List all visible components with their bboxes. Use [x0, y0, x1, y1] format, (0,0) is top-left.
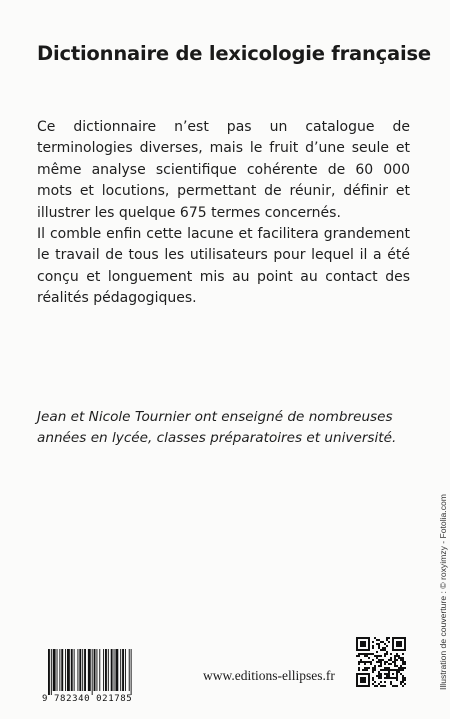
authors-note: Jean et Nicole Tournier ont enseigné de nombreuses années en lycée, classes préparatoires et université.	[37, 409, 397, 447]
book-title: Dictionnaire de lexicologie française	[37, 42, 431, 65]
description-paragraph-2: Il comble enfin cette lacune et facilitera grandement le travail de tous les utilisateurs pour lequel il a été conçu et longuement mis au point au contact des réalités pédagogiques.	[37, 226, 410, 307]
publisher-website[interactable]: www.editions-ellipses.fr	[203, 668, 335, 683]
qr-code-icon[interactable]	[356, 637, 406, 687]
cover-credit: Illustration de couverture : © roxyimzy - Fotolia.com	[438, 494, 448, 690]
isbn-digits: 9 782340 021785	[42, 694, 133, 704]
description-paragraph-1: Ce dictionnaire n’est pas un catalogue de terminologies diverses, mais le fruit d’une seule et même analyse scientifique cohérente de 60 000 mots et locutions, permettant de réunir, définir et illustrer les quelque 675 termes concernés.	[37, 119, 410, 221]
